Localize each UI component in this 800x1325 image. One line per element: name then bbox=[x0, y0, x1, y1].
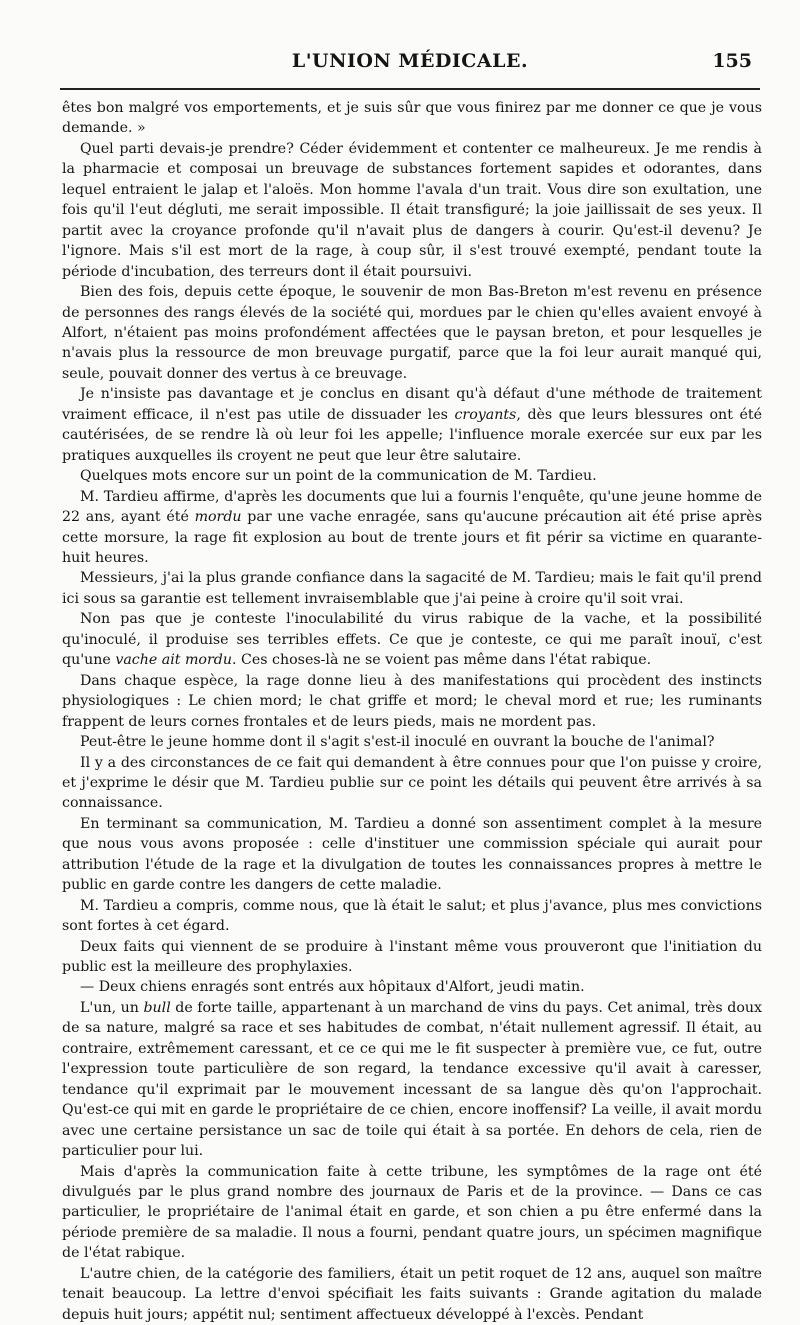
italic-term: mordu bbox=[194, 509, 242, 526]
text-run: , dès que leurs blessures ont été cautérisées, de se rendre là où leur foi les appelle; l'influence morale exercée sur eux par les pratiques auxquelles ils croyent ne peut que leur être salutaire. bbox=[62, 406, 762, 464]
paragraph-6 bbox=[62, 487, 762, 569]
paragraph-14: Deux faits qui viennent de se produire à l'instant même vous prouveront que l'initiation du public est la meilleure des prophylaxies. bbox=[62, 938, 762, 976]
text-run: M. Tardieu affirme, d'après les documents que lui a fournis l'enquête, qu'une jeune homme de 22 ans, ayant été bbox=[62, 488, 762, 526]
paragraph-1: êtes bon malgré vos emportements, et je suis sûr que vous finirez par me donner ce que je vous demande. » bbox=[62, 100, 762, 137]
header-rule bbox=[60, 88, 760, 90]
page-number: 155 bbox=[712, 50, 752, 72]
text-run: Je n'insiste pas davantage et je conclus en disant qu'à défaut d'une méthode de traitement vraiment efficace, il n'est pas utile de dissuader les bbox=[62, 386, 762, 423]
text-run: . Ces choses-là ne se voient pas même dans l'état rabique. bbox=[231, 652, 652, 669]
paragraph-9: Dans chaque espèce, la rage donne lieu à des manifestations qui procèdent des instincts physiologiques : Le chien mord; le chat griffe et mord; le cheval mord et rue; les ruminants frappent de leurs cornes frontales et de leurs pieds, mais ne mordent pas. bbox=[62, 672, 762, 730]
paragraph-16 bbox=[62, 998, 762, 1162]
paragraph-17: Mais d'après la communication faite à cette tribune, les symptômes de la rage ont été divulgués par le plus grand nombre des journaux de Paris et de la province. — Dans ce cas particulier, le propriétaire de l'animal était en garde, et son chien a pu être enfermé dans la période première de sa maladie. Il nous a fourni, pendant quatre jours, un spécimen magnifique de l'état rabique. bbox=[62, 1163, 762, 1262]
paragraph-13: M. Tardieu a compris, comme nous, que là était le salut; et plus j'avance, plus mes convictions sont fortes à cet égard. bbox=[62, 897, 762, 935]
paragraph-15: — Deux chiens enragés sont entrés aux hôpitaux d'Alfort, jeudi matin. bbox=[80, 979, 585, 996]
italic-term: croyants bbox=[454, 406, 517, 423]
paragraph-5: Quelques mots encore sur un point de la communication de M. Tardieu. bbox=[80, 468, 597, 485]
paragraph-8 bbox=[62, 609, 762, 670]
text-run: de forte taille, appartenant à un marchand de vins du pays. Cet animal, très doux de sa nature, malgré sa race et ses habitudes de combat, n'était nullement agressif. Il était, au contraire, extrêmement caressant, et ce ce qui me le fit suspecter à première vue, ce fut, outre l'expression toute particulière de son regard, la tendance excessive qu'il avait à caresser, tendance qu'il exprimait par le mouvement incessant de sa langue dès qu'on l'approchait. Qu'est-ce qui mit en garde le propriétaire de ce chien, encore inoffensif? La veille, il avait mordu avec une certaine persistance un sac de toile qui était à sa portée. En dehors de cela, rien de particulier pour lui. bbox=[62, 999, 762, 1160]
paragraph-7: Messieurs, j'ai la plus grande confiance dans la sagacité de M. Tardieu; mais le fait qu'il prend ici sous sa garantie est tellement invraisemblable que j'ai peine à croire qu'il soit vrai. bbox=[62, 570, 762, 607]
italic-term: vache ait mordu bbox=[115, 652, 232, 669]
paragraph-2: Quel parti devais-je prendre? Céder évidemment et contenter ce malheureux. Je me rendis à la pharmacie et composai un breuvage de substances fortement sapides et odorantes, dans lequel entraient le jalap et l'aloës. Mon homme l'avala d'un trait. Vous dire son exultation, une fois qu'il l'eut dégluti, me serait impossible. Il était transfiguré; la joie jaillissait de ses yeux. Il partit avec la croyance profonde qu'il n'avait plus de dangers à courir. Qu'est-il devenu? Je l'ignore. Mais s'il est mort de la rage, à coup sûr, il s'est trouvé exempté, pendant toute la période d'incubation, des terreurs dont il était poursuivi. bbox=[62, 140, 762, 280]
page-header bbox=[60, 50, 760, 82]
paragraph-4 bbox=[62, 384, 762, 466]
paragraph-10: Peut-être le jeune homme dont il s'agit s'est-il inoculé en ouvrant la bouche de l'animal? bbox=[80, 734, 715, 751]
text-run: Non pas que je conteste l'inoculabilité du virus rabique de la vache, et la possibilité qu'inoculé, il produise ses terribles effets. Ce que je conteste, ce qui me paraît inouï, c'est qu'une bbox=[62, 611, 762, 669]
paragraph-11: Il y a des circonstances de ce fait qui demandent à être connues pour que l'on puisse y croire, et j'exprime le désir que M. Tardieu publie sur ce point les détails qui peuvent être arrivés à sa connaissance. bbox=[62, 754, 762, 812]
text-run: L'un, un bbox=[80, 999, 144, 1016]
paragraph-3: Bien des fois, depuis cette époque, le souvenir de mon Bas-Breton m'est revenu en présence de personnes des rangs élevés de la société qui, mordues par le chien qu'elles avaient envoyé à Alfort, n'étaient pas moins profondément affectées que le paysan breton, et pour lesquelles je n'avais plus la ressource de mon breuvage purgatif, parce que la foi leur aurait manqué qui, seule, pouvait donner des vertus à ce breuvage. bbox=[62, 284, 762, 382]
paragraph-18: L'autre chien, de la catégorie des familiers, était un petit roquet de 12 ans, auquel son maître tenait beaucoup. La lettre d'envoi spécifiait les faits suivants : Grande agitation du malade depuis huit jours; appétit nul; sentiment affectueux développé à l'excès. Pendant bbox=[62, 1265, 762, 1323]
text-run: par une vache enragée, sans qu'aucune précaution ait été prise après cette morsure, la rage fit explosion au bout de trente jours et fit périr sa victime en quarante-huit heures. bbox=[62, 509, 762, 566]
running-title: L'UNION MÉDICALE. bbox=[291, 50, 529, 72]
body-text bbox=[62, 98, 762, 1323]
italic-term: bull bbox=[143, 999, 171, 1016]
paragraph-12: En terminant sa communication, M. Tardieu a donné son assentiment complet à la mesure que nous vous avons proposée : celle d'instituer une commission spéciale qui aurait pour attribution l'étude de la rage et la divulgation de toutes les connaissances propres à mettre le public en garde contre les dangers de cette maladie. bbox=[62, 815, 762, 894]
